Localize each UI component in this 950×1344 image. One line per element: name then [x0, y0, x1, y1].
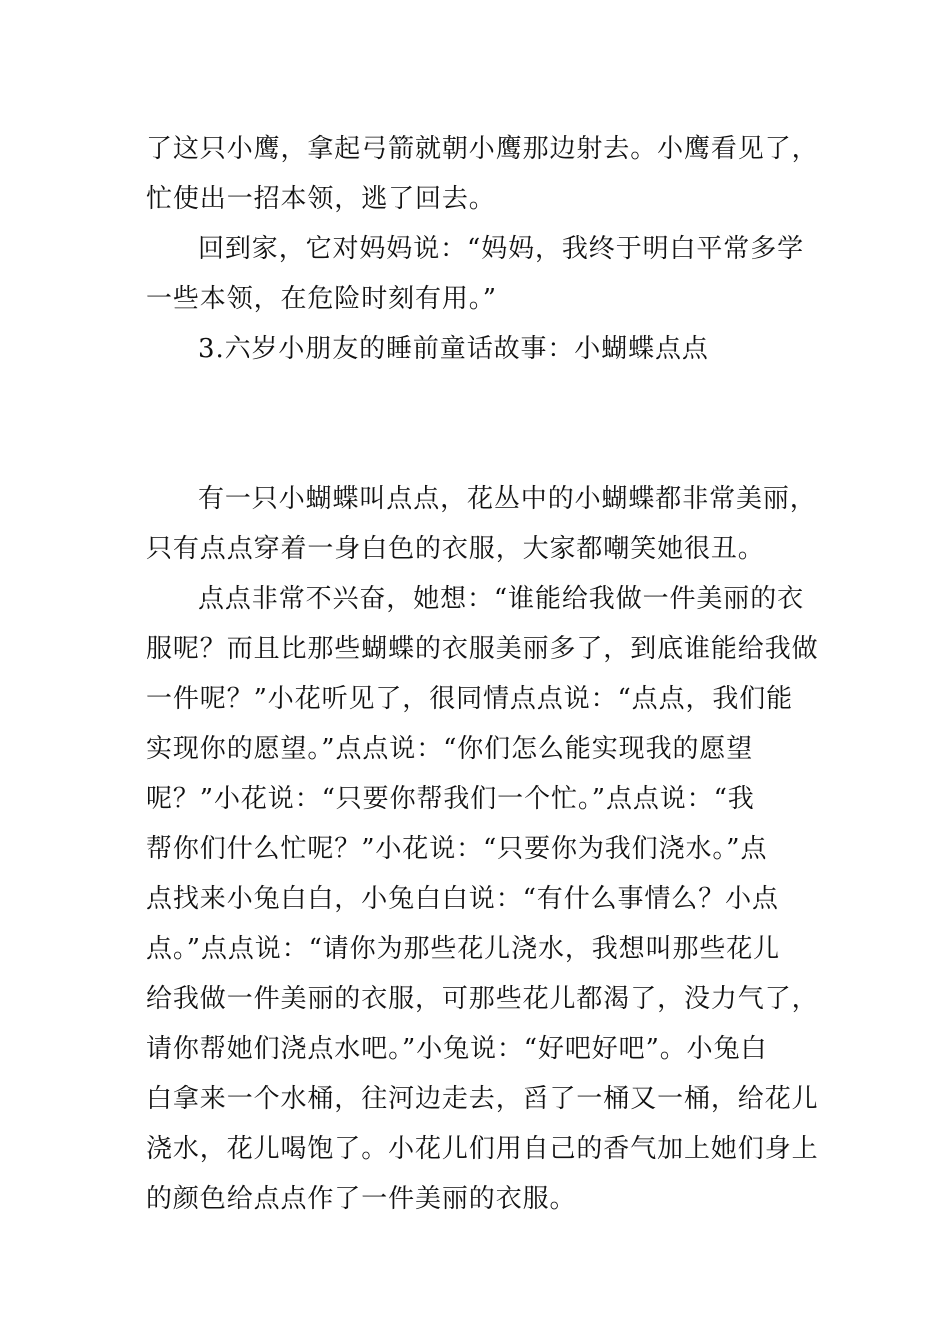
text-line: 只有点点穿着一身白色的衣服，大家都嘲笑她很丑。 — [146, 534, 765, 564]
text-line: 有一只小蝴蝶叫点点，花丛中的小蝴蝶都非常美丽， — [198, 484, 817, 514]
text-line: 点。”点点说：“请你为那些花儿浇水，我想叫那些花儿 — [146, 934, 781, 964]
text-line: 浇水，花儿喝饱了。小花儿们用自己的香气加上她们身上 — [146, 1134, 819, 1164]
text-line: 帮你们什么忙呢？”小花说：“只要你为我们浇水。”点 — [146, 834, 768, 864]
text-line: 一些本领，在危险时刻有用。” — [146, 284, 497, 314]
text-line: 了这只小鹰，拿起弓箭就朝小鹰那边射去。小鹰看见了， — [146, 134, 819, 164]
text-line: 呢？”小花说：“只要你帮我们一个忙。”点点说：“我 — [146, 784, 755, 814]
text-line: 请你帮她们浇点水吧。”小兔说：“好吧好吧”。小兔白 — [146, 1034, 768, 1064]
text-line: 白拿来一个水桶，往河边走去，舀了一桶又一桶，给花儿 — [146, 1084, 819, 1114]
text-line: 点点非常不兴奋，她想：“谁能给我做一件美丽的衣 — [198, 584, 804, 614]
text-line: 服呢？而且比那些蝴蝶的衣服美丽多了，到底谁能给我做 — [146, 634, 819, 664]
text-line: 实现你的愿望。”点点说：“你们怎么能实现我的愿望 — [146, 734, 754, 764]
text-line: 点找来小兔白白，小兔白白说：“有什么事情么？小点 — [146, 884, 779, 914]
text-line: 忙使出一招本领，逃了回去。 — [146, 184, 496, 214]
text-line: 的颜色给点点作了一件美丽的衣服。 — [146, 1184, 577, 1214]
text-line: 给我做一件美丽的衣服，可那些花儿都渴了，没力气了， — [146, 984, 819, 1014]
section-heading: 3.六岁小朋友的睡前童话故事：小蝴蝶点点 — [198, 334, 709, 364]
text-line: 回到家，它对妈妈说：“妈妈，我终于明白平常多学 — [198, 234, 804, 264]
text-line: 一件呢？”小花听见了，很同情点点说：“点点，我们能 — [146, 684, 794, 714]
